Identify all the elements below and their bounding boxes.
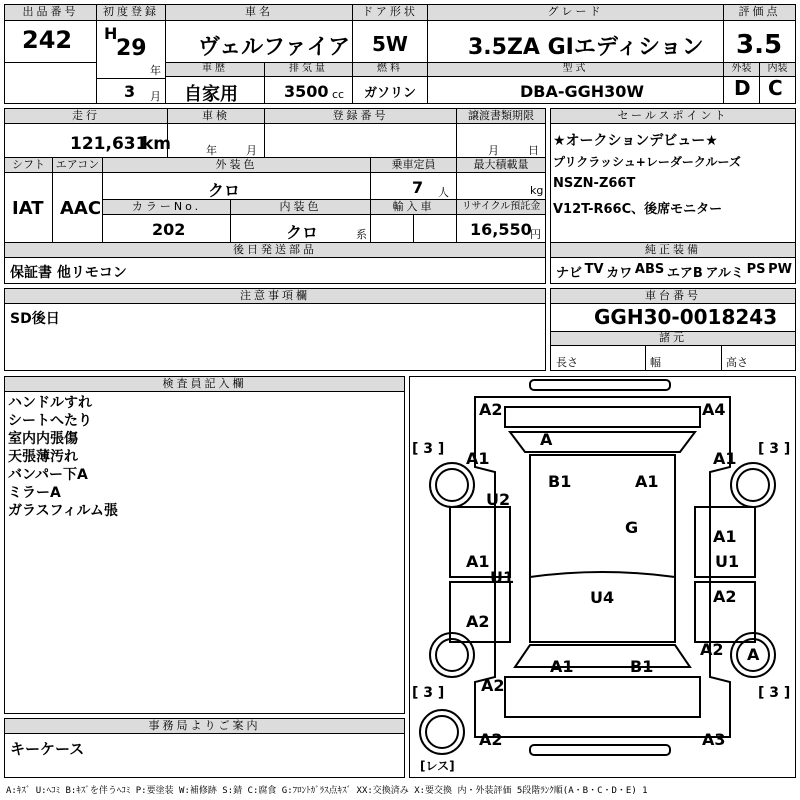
tire-rear-left-inner bbox=[436, 639, 468, 671]
notes-label: 注意事項欄 bbox=[5, 289, 545, 304]
lot-label: 出品番号 bbox=[5, 5, 96, 21]
spec-height: 高さ bbox=[726, 356, 748, 369]
chassis-label: 車台番号 bbox=[551, 289, 795, 304]
load-unit: kg bbox=[530, 184, 544, 197]
import-label: 輸入車 bbox=[371, 200, 456, 215]
transfer-label: 譲渡書類期限 bbox=[457, 109, 545, 124]
name-label: 車名 bbox=[166, 5, 352, 21]
month-value: 3 bbox=[124, 82, 136, 101]
equip-item: カワ bbox=[606, 266, 633, 281]
capacity-value: 7 bbox=[412, 178, 424, 197]
damage-mark: A2 bbox=[479, 400, 503, 419]
damage-mark: A1 bbox=[466, 552, 490, 571]
inspector-list bbox=[8, 394, 118, 520]
equip-item: エアB bbox=[666, 266, 703, 281]
inspector-line: バンパー下A bbox=[8, 467, 88, 483]
front-panel bbox=[505, 407, 700, 427]
damage-mark: A bbox=[747, 645, 760, 664]
recycle-label: リサイクル預託金 bbox=[457, 200, 545, 215]
rear-bumper bbox=[530, 745, 670, 755]
history-value: 自家用 bbox=[184, 84, 238, 105]
intcolor-unit: 系 bbox=[356, 228, 367, 241]
tire-tread: [ 3 ] bbox=[758, 685, 791, 701]
score-value: 3.5 bbox=[736, 30, 783, 60]
equip-item: PW bbox=[768, 262, 792, 277]
int-value: C bbox=[768, 76, 783, 100]
colorno-label: カラーNo. bbox=[103, 200, 230, 215]
grade-label: グレード bbox=[428, 5, 723, 21]
tire-front-right-inner bbox=[737, 469, 769, 501]
windshield bbox=[510, 432, 695, 452]
year-value: 29 bbox=[116, 36, 147, 61]
car-diagram-svg bbox=[410, 377, 795, 777]
equip-item: ABS bbox=[634, 262, 665, 277]
inspector-label: 検査員記入欄 bbox=[5, 377, 404, 392]
mileage-label: 走行 bbox=[5, 109, 167, 124]
regno-label: 登録番号 bbox=[265, 109, 456, 124]
lot-value: 242 bbox=[22, 26, 73, 54]
recycle-unit: 円 bbox=[530, 228, 541, 241]
door-label: ドア形状 bbox=[353, 5, 427, 21]
legend: A:ｷｽﾞ U:ﾍｺﾐ B:ｷｽﾞを伴うﾍｺﾐ P:要塗装 W:補修跡 S:錆 C:腐食 G:ﾌﾛﾝﾄｶﾞﾗｽ点ｷｽﾞ XX:交換済み X:要交換 内・外装評価 5段階ﾗﾝｸ順(A・B・C・D・E) 1 bbox=[6, 786, 648, 796]
damage-mark: B1 bbox=[548, 472, 572, 491]
disp-label: 排気量 bbox=[265, 63, 352, 77]
grade-value: 3.5ZA GIエディション bbox=[468, 35, 704, 60]
first-reg-label: 初度登録 bbox=[97, 5, 165, 21]
disp-unit: cc bbox=[332, 88, 345, 101]
color-label: 外装色 bbox=[103, 158, 370, 173]
damage-mark: A1 bbox=[635, 472, 659, 491]
ext-label: 外装 bbox=[724, 63, 759, 77]
month-unit: 月 bbox=[150, 90, 161, 103]
damage-mark: A2 bbox=[700, 640, 724, 659]
transfer-month: 月 bbox=[488, 144, 499, 157]
later-label: 後日発送部品 bbox=[5, 243, 545, 258]
sales-line: プリクラッシュ+レーダークルーズ bbox=[553, 155, 741, 169]
damage-mark: G bbox=[625, 518, 639, 537]
roof-divider bbox=[530, 572, 675, 577]
ac-value: AAC bbox=[60, 198, 102, 219]
int-label: 内装 bbox=[760, 63, 795, 77]
damage-mark: U2 bbox=[486, 490, 511, 509]
inspector-line: ガラスフィルム張 bbox=[8, 503, 118, 519]
recycle-value: 16,550 bbox=[470, 220, 532, 239]
notes-value: SD後日 bbox=[10, 311, 60, 327]
equip-list bbox=[556, 262, 792, 281]
spec-label: 諸元 bbox=[551, 332, 795, 346]
tire-front-left-inner bbox=[436, 469, 468, 501]
shift-label: シフト bbox=[5, 158, 52, 173]
inspector-line: シートへたり bbox=[8, 413, 92, 429]
door-value: 5W bbox=[372, 32, 408, 56]
name-value: ヴェルファイア bbox=[198, 35, 351, 60]
transfer-day: 日 bbox=[528, 144, 539, 157]
damage-mark: A1 bbox=[713, 449, 737, 468]
fuel-value: ガソリン bbox=[364, 86, 417, 101]
tire-tread: [ 3 ] bbox=[758, 441, 791, 457]
capacity-label: 乗車定員 bbox=[371, 158, 456, 173]
model-value: DBA-GGH30W bbox=[520, 82, 645, 101]
model-label: 型式 bbox=[428, 63, 723, 77]
equip-item: PS bbox=[746, 262, 766, 277]
ext-value: D bbox=[734, 76, 751, 100]
tire-tread: [レス] bbox=[420, 759, 455, 773]
colorno-value: 202 bbox=[152, 220, 186, 239]
intcolor-label: 内装色 bbox=[231, 200, 370, 215]
damage-mark: A2 bbox=[713, 587, 737, 606]
body-outline bbox=[475, 397, 730, 737]
score-label: 評価点 bbox=[724, 5, 795, 21]
sales-line: NSZN-Z66T bbox=[553, 176, 636, 191]
damage-mark: A1 bbox=[466, 449, 490, 468]
equip-item: ナビ bbox=[556, 266, 583, 281]
tire-tread: [ 3 ] bbox=[412, 441, 445, 457]
damage-mark: A1 bbox=[550, 657, 574, 676]
damage-mark: B1 bbox=[630, 657, 654, 676]
damage-mark: U1 bbox=[715, 552, 740, 571]
inspector-line: 室内内張傷 bbox=[8, 431, 78, 447]
tire-tread: [ 3 ] bbox=[412, 685, 445, 701]
inspector-line: ハンドルすれ bbox=[8, 395, 92, 411]
capacity-unit: 人 bbox=[438, 186, 449, 199]
spec-length: 長さ bbox=[556, 356, 578, 369]
load-label: 最大積載量 bbox=[457, 158, 545, 173]
damage-mark: U1 bbox=[490, 568, 515, 587]
later-value: 保証書 他リモコン bbox=[10, 265, 127, 281]
shift-value: IAT bbox=[12, 198, 44, 219]
damage-mark: A2 bbox=[479, 730, 503, 749]
ac-label: エアコン bbox=[53, 158, 102, 173]
history-label: 車歴 bbox=[166, 63, 264, 77]
sales-line: V12T-R66C、後席モニター bbox=[553, 202, 723, 217]
damage-mark: A2 bbox=[466, 612, 490, 631]
damage-mark: A2 bbox=[481, 676, 505, 695]
inspector-line: ミラーA bbox=[8, 485, 61, 501]
era: H bbox=[104, 24, 118, 43]
spec-width: 幅 bbox=[650, 356, 661, 369]
inspect-label: 車検 bbox=[168, 109, 264, 124]
inspect-year: 年 bbox=[206, 144, 217, 157]
sales-line: ★オークションデビュー★ bbox=[553, 133, 718, 149]
mileage-unit: km bbox=[142, 134, 172, 154]
disp-value: 3500 bbox=[284, 82, 329, 101]
sales-label: セールスポイント bbox=[551, 109, 795, 124]
damage-mark: A3 bbox=[702, 730, 726, 749]
year-unit: 年 bbox=[150, 64, 161, 77]
equip-item: TV bbox=[584, 262, 604, 277]
damage-mark: U4 bbox=[590, 588, 615, 607]
spare-tire-inner bbox=[426, 716, 458, 748]
front-bumper bbox=[530, 380, 670, 390]
inspector-line: 天張薄汚れ bbox=[8, 449, 78, 465]
rear-panel bbox=[505, 677, 700, 717]
mileage-value: 121,631 bbox=[70, 134, 148, 154]
equip-label: 純正装備 bbox=[551, 243, 795, 258]
rear-window bbox=[515, 645, 690, 667]
office-value: キーケース bbox=[10, 740, 85, 758]
color-value: クロ bbox=[208, 181, 241, 200]
equip-item: アルミ bbox=[705, 266, 744, 281]
damage-mark: A4 bbox=[702, 400, 726, 419]
office-label: 事務局よりご案内 bbox=[5, 719, 404, 734]
fuel-label: 燃料 bbox=[353, 63, 427, 77]
damage-mark: A1 bbox=[713, 527, 737, 546]
intcolor-value: クロ bbox=[286, 223, 319, 242]
damage-mark: A bbox=[540, 430, 553, 449]
inspect-month: 月 bbox=[246, 144, 257, 157]
chassis-value: GGH30-0018243 bbox=[594, 305, 778, 329]
